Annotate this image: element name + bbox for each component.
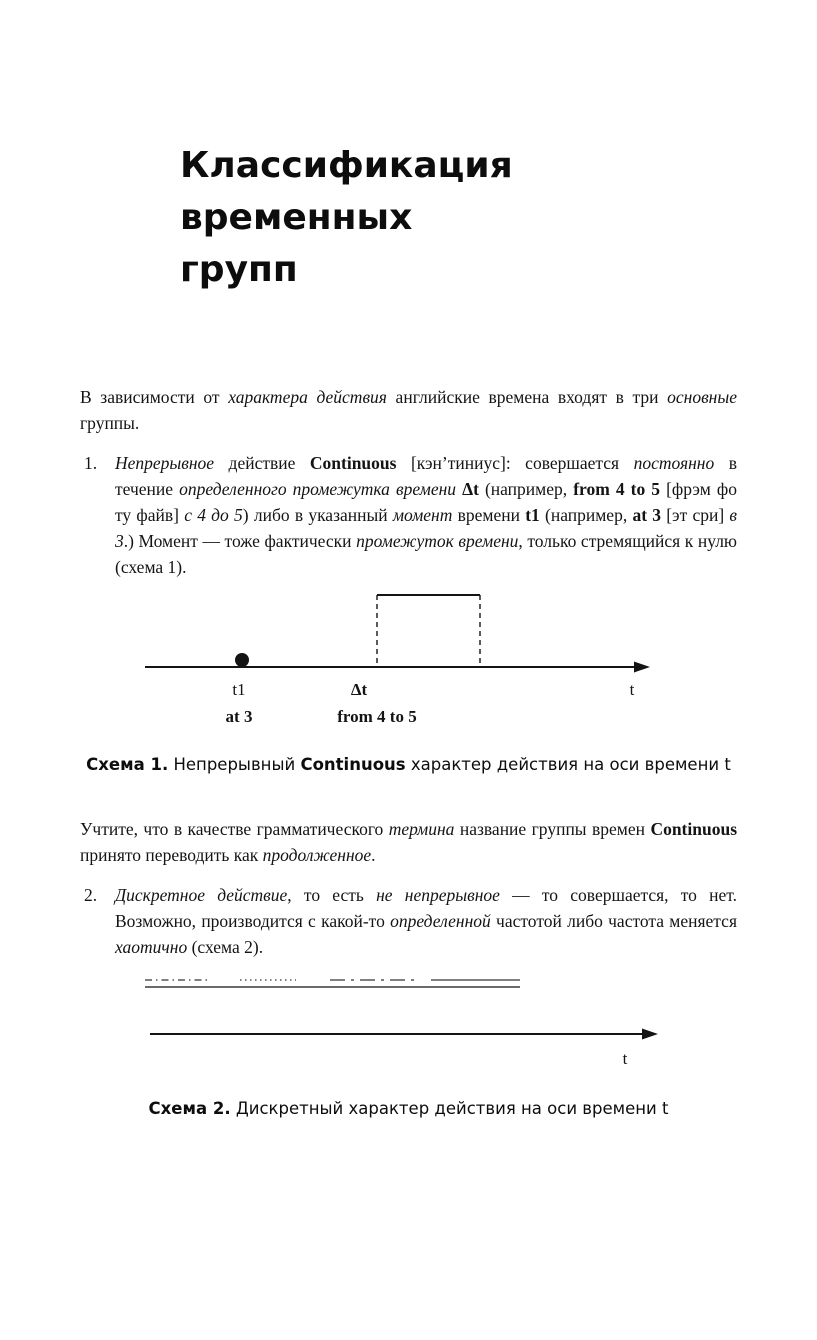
book-page: [0, 140, 817, 1120]
text-run: не непрерывное: [376, 885, 500, 905]
label-t1: t1: [232, 680, 246, 699]
text-run: характера действия: [228, 387, 387, 407]
text-run: термина: [388, 819, 455, 839]
text-run: t1: [525, 505, 540, 525]
text-run: постоянно: [633, 453, 715, 473]
list-item-1: [80, 450, 737, 580]
text-run: (например,: [478, 479, 574, 499]
text-run: действие: [214, 453, 310, 473]
label-delta-t: Δt: [350, 680, 368, 699]
text-run: Учтите, что в качестве грамматического: [80, 819, 389, 839]
text-run: .: [371, 845, 376, 865]
text-run: , то есть: [287, 885, 377, 905]
label-at-3: at 3: [225, 707, 253, 726]
label-t-axis: t: [622, 1049, 628, 1068]
time-axis-arrowhead: [634, 662, 650, 673]
middle-paragraph: [80, 816, 737, 868]
scheme-2-caption: [80, 1098, 737, 1120]
text-run: характер действия на оси времени t: [405, 755, 731, 774]
text-run: [кэн’тиниус]: совершается: [396, 453, 634, 473]
text-run: — то совершается, то нет. Возможно, производится с какой-то: [115, 885, 737, 931]
text-run: принято переводить как: [80, 845, 263, 865]
text-run: продолженное: [262, 845, 372, 865]
list-item-2-text: [115, 882, 737, 960]
text-run: промежуток времени: [356, 531, 519, 551]
time-axis-arrowhead: [642, 1029, 658, 1040]
text-run: название группы времен: [454, 819, 651, 839]
text-run: Схема 1.: [86, 755, 169, 774]
text-run: Continuous: [309, 453, 397, 473]
text-run: В зависимости от: [80, 387, 229, 407]
scheme-1-svg: [145, 590, 675, 730]
text-run: определенного промежутка времени: [179, 479, 457, 499]
text-run: (схема 2).: [187, 937, 264, 957]
page-title-line2: групп: [180, 249, 298, 290]
text-run: at 3: [632, 505, 661, 525]
text-run: Непрерывный: [168, 755, 301, 774]
list-item-1-number: 1.: [84, 453, 98, 473]
text-run: Δt: [462, 479, 479, 499]
list-item-2: [80, 882, 737, 960]
label-t-axis: t: [629, 680, 635, 699]
moment-dot: [235, 653, 249, 667]
text-run: времени: [452, 505, 526, 525]
list-item-1-text: [115, 450, 737, 580]
text-run: Дискретное действие: [115, 885, 288, 905]
text-run: Continuous: [300, 755, 406, 774]
text-run: (например,: [539, 505, 633, 525]
label-from-4-to-5: from 4 to 5: [337, 707, 417, 726]
text-run: , только стремящийся к нулю (схема 1).: [115, 531, 738, 577]
text-run: определенной: [390, 911, 491, 931]
scheme-2-svg: [145, 974, 675, 1074]
text-run: Дискретный характер действия на оси времени t: [230, 1099, 669, 1118]
text-run: основные: [667, 387, 737, 407]
text-run: английские времена входят в три: [386, 387, 668, 407]
text-run: Непрерывное: [115, 453, 215, 473]
text-run: группы.: [80, 413, 140, 433]
text-run: в 3: [115, 505, 738, 551]
text-run: момент: [392, 505, 453, 525]
text-run: с 4 до 5: [184, 505, 243, 525]
text-run: .) Момент — тоже фактически: [123, 531, 357, 551]
scheme-1-caption: [80, 754, 737, 776]
text-run: Схема 2.: [148, 1099, 231, 1118]
list-item-2-number: 2.: [84, 885, 98, 905]
page-title: [180, 140, 737, 296]
text-run: в течение: [115, 453, 737, 499]
text-run: ) либо в указанный: [242, 505, 393, 525]
text-run: [эт сри]: [661, 505, 730, 525]
page-title-line1: Классификация временных: [180, 145, 513, 238]
intro-paragraph: [80, 384, 737, 436]
text-run: Continuous: [650, 819, 738, 839]
text-run: хаотично: [115, 937, 188, 957]
text-run: частотой либо частота меняется: [490, 911, 737, 931]
scheme-2-diagram: [145, 974, 737, 1074]
text-run: [фрэм фо ту файв]: [115, 479, 738, 525]
text-run: from 4 to 5: [573, 479, 661, 499]
scheme-1-diagram: [145, 590, 737, 730]
